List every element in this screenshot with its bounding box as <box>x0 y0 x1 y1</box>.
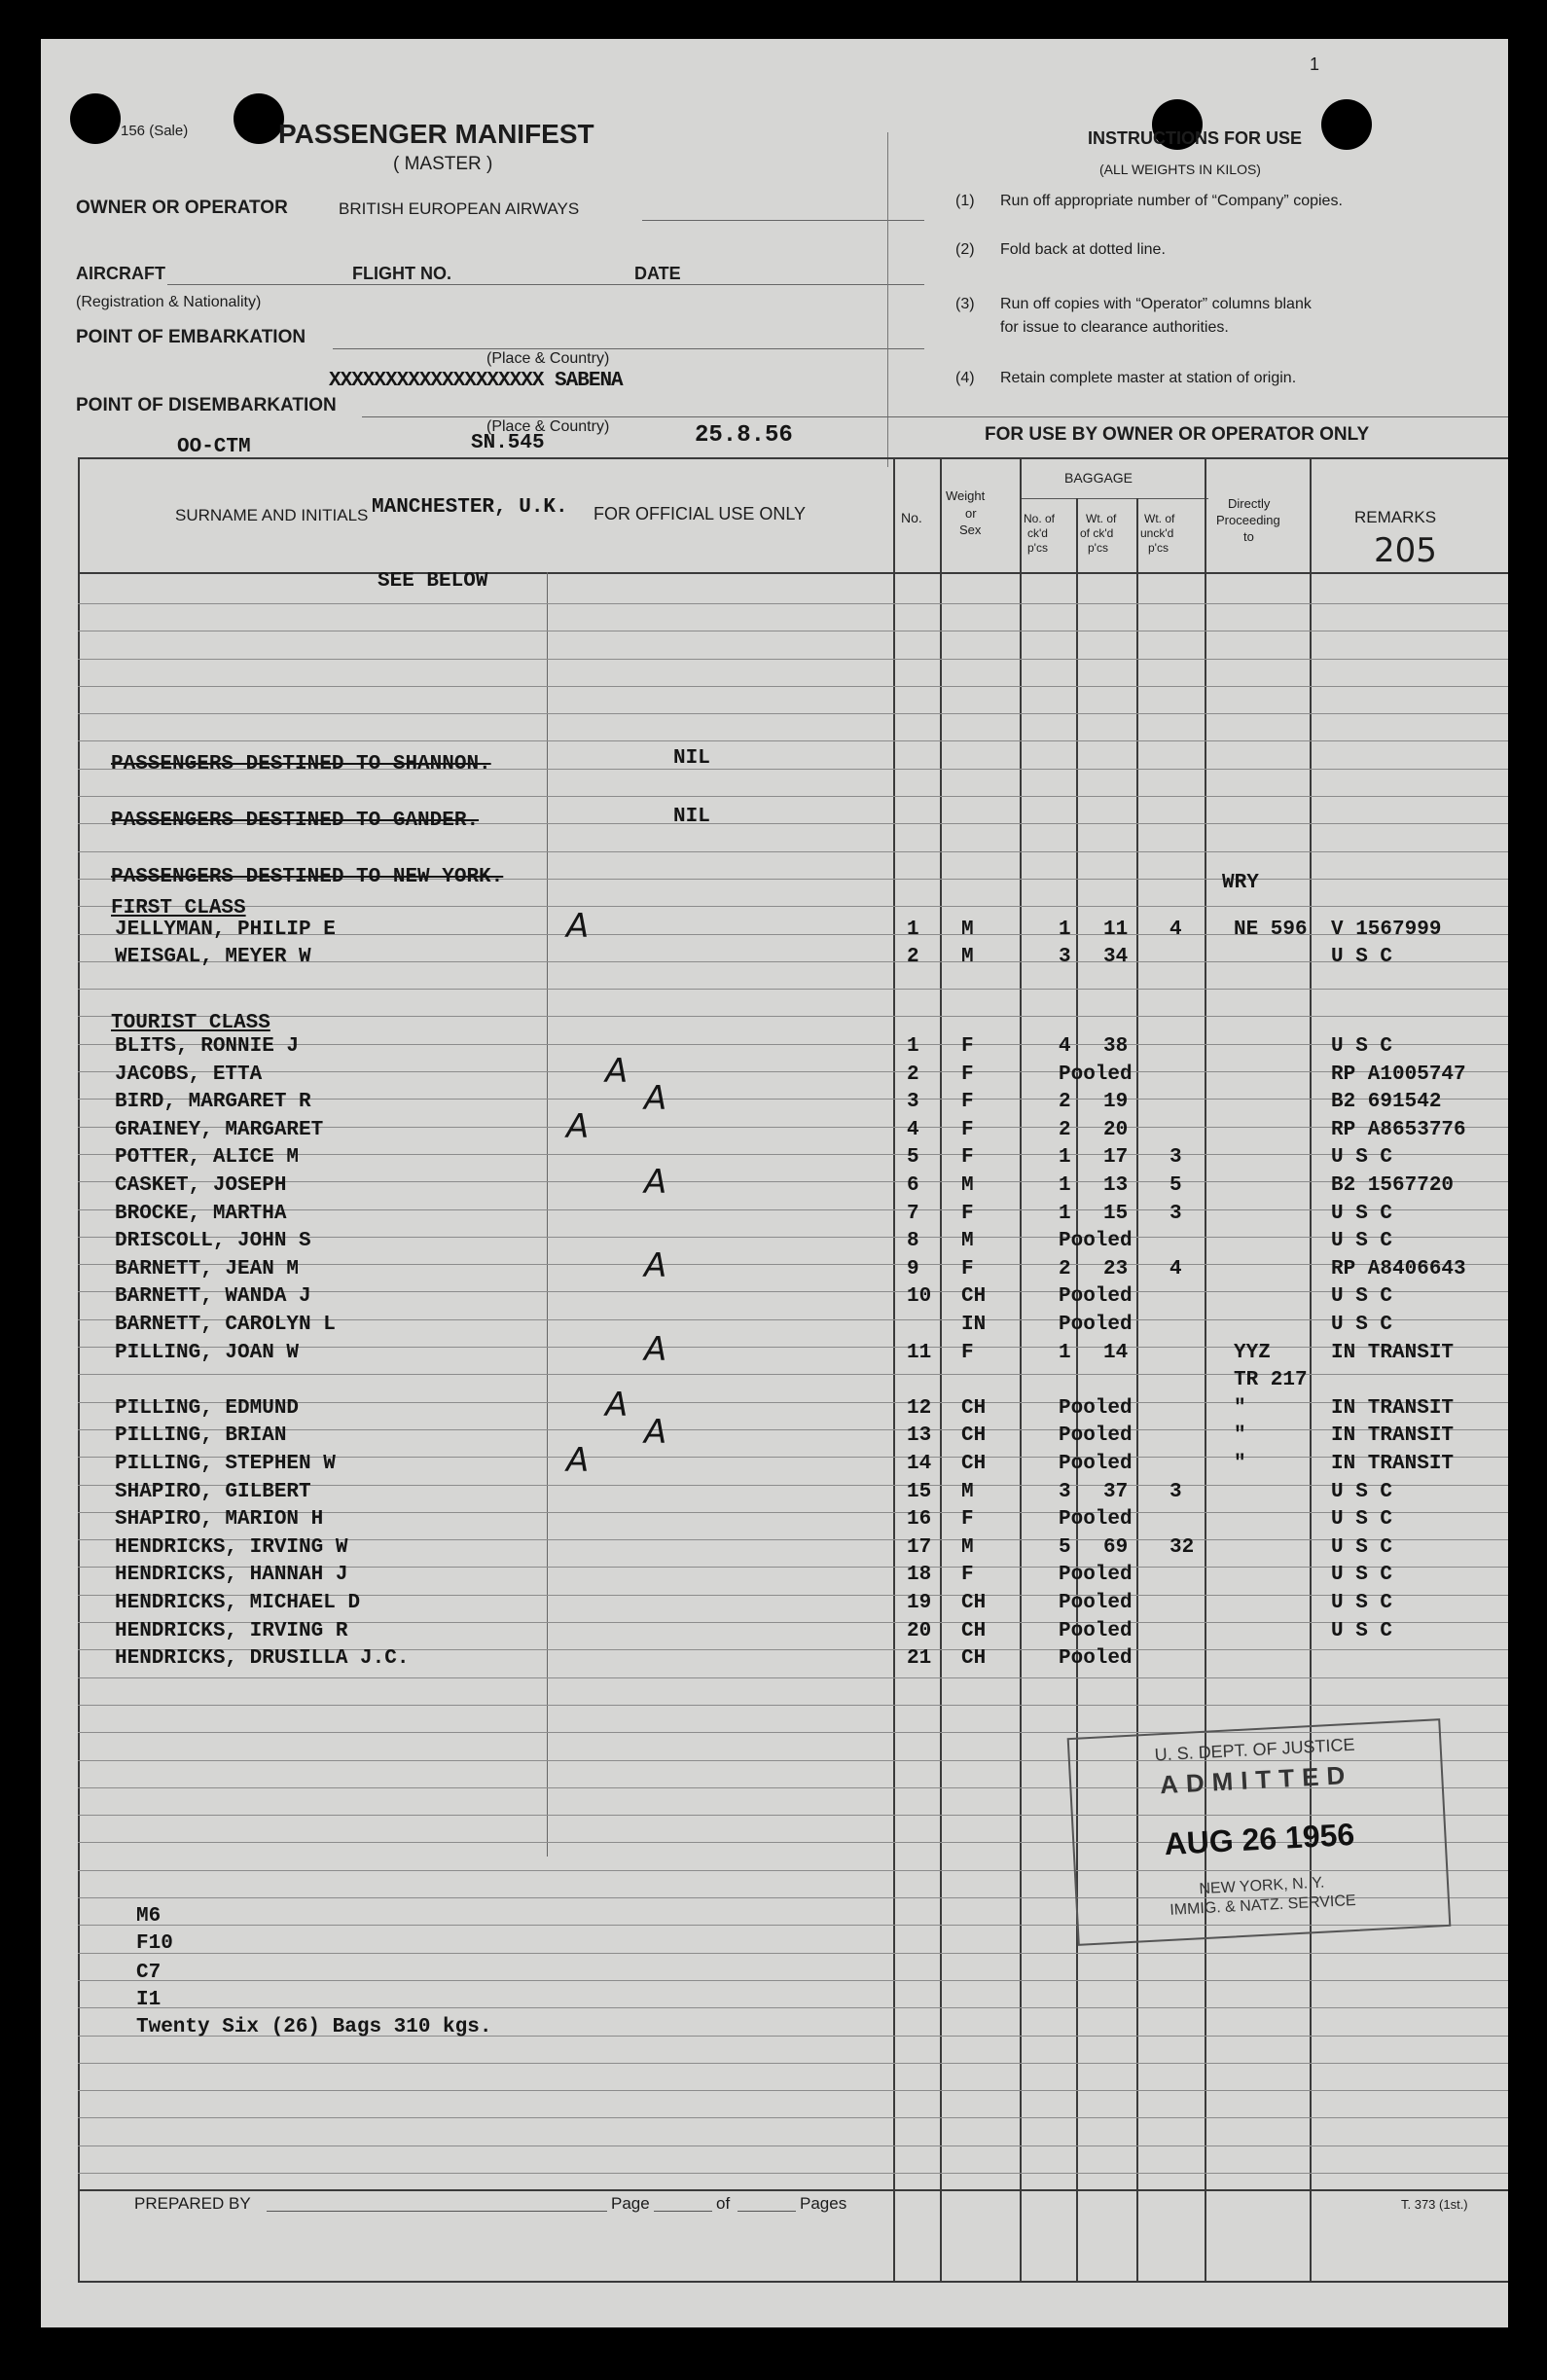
summary-infants: I1 <box>136 1989 162 2011</box>
passenger-number: 15 <box>907 1480 932 1503</box>
handwritten-mark: A <box>566 907 590 946</box>
passenger-name: BARNETT, JEAN M <box>115 1257 300 1280</box>
ruled-line <box>78 1181 1508 1182</box>
baggage-pieces: 3 <box>1059 1480 1071 1503</box>
passenger-number: 2 <box>907 1063 919 1086</box>
passenger-number: 13 <box>907 1424 932 1448</box>
remarks-value: V 1567999 <box>1331 919 1442 941</box>
pages-label: Pages <box>800 2194 847 2213</box>
passenger-name: HENDRICKS, HANNAH J <box>115 1564 348 1587</box>
col-no: No. <box>901 510 922 525</box>
instructions-subtitle: (ALL WEIGHTS IN KILOS) <box>1099 162 1261 177</box>
passenger-name: WEISGAL, MEYER W <box>115 946 311 968</box>
passenger-number: 9 <box>907 1257 919 1280</box>
stamp-service: IMMIG. & NATZ. SERVICE <box>1169 1892 1356 1919</box>
passenger-number: 4 <box>907 1118 919 1141</box>
passenger-number: 1 <box>907 919 919 941</box>
ruled-line <box>78 851 1508 852</box>
wry-code: WRY <box>1222 872 1259 894</box>
shannon-heading: PASSENGERS DESTINED TO SHANNON. <box>111 753 491 775</box>
ruled-line <box>78 2063 1508 2064</box>
owner-label: OWNER OR OPERATOR <box>76 198 288 218</box>
ruled-line <box>78 740 1508 741</box>
passenger-name: CASKET, JOSEPH <box>115 1174 287 1197</box>
instruction-text: Run off appropriate number of “Company” copies. <box>1000 193 1343 209</box>
passenger-name: PILLING, BRIAN <box>115 1424 287 1448</box>
passenger-name: GRAINEY, MARGARET <box>115 1118 324 1141</box>
passenger-sex: F <box>961 1091 974 1114</box>
passenger-sex: F <box>961 1257 974 1280</box>
handwritten-mark: A <box>644 1079 667 1119</box>
baggage-pieces: 1 <box>1059 1341 1071 1364</box>
col-rule <box>1205 457 1206 2283</box>
col-remarks: REMARKS <box>1354 508 1437 526</box>
stamp-date: AUG 26 1956 <box>1163 1816 1356 1862</box>
baggage-pieces: Pooled <box>1059 1230 1133 1253</box>
remarks-value: IN TRANSIT <box>1331 1453 1455 1475</box>
baggage-pieces: Pooled <box>1059 1285 1133 1309</box>
unchecked-weight: 32 <box>1169 1535 1195 1559</box>
col-bag3: Wt. of <box>1144 512 1175 525</box>
baggage-pieces: Pooled <box>1059 1453 1133 1475</box>
aircraft-value: OO-CTM <box>177 436 251 458</box>
unchecked-weight: 3 <box>1169 1202 1182 1225</box>
form-number: 156 (Sale) <box>121 123 189 139</box>
baggage-weight: 34 <box>1103 946 1129 968</box>
proceeding-to: " <box>1234 1453 1246 1475</box>
passenger-name: DRISCOLL, JOHN S <box>115 1230 311 1253</box>
footer-rule <box>78 2189 1508 2191</box>
handwritten-mark: A <box>605 1051 629 1091</box>
remarks-value: U S C <box>1331 1535 1393 1559</box>
passenger-sex: M <box>961 946 974 968</box>
shannon-nil: NIL <box>673 747 710 770</box>
ruled-line <box>78 796 1508 797</box>
of-label: of <box>716 2194 731 2213</box>
baggage-pieces: Pooled <box>1059 1063 1133 1086</box>
ruled-line <box>78 1705 1508 1706</box>
remarks-value: U S C <box>1331 1314 1393 1336</box>
baggage-pieces: Pooled <box>1059 1424 1133 1448</box>
passenger-number: 7 <box>907 1202 919 1225</box>
passenger-name: BARNETT, WANDA J <box>115 1285 311 1309</box>
punch-hole <box>1321 99 1372 150</box>
passenger-name: HENDRICKS, MICHAEL D <box>115 1592 361 1614</box>
instruction-text: for issue to clearance authorities. <box>1000 319 1229 336</box>
passenger-number: 10 <box>907 1285 932 1309</box>
remarks-value: U S C <box>1331 1619 1393 1642</box>
ruled-line <box>78 1953 1508 1954</box>
instruction-num: (3) <box>955 296 975 312</box>
col-bag2: of ck'd <box>1080 526 1114 540</box>
proceeding-to: " <box>1234 1424 1246 1448</box>
remarks-value: U S C <box>1331 1508 1393 1532</box>
baggage-weight: 15 <box>1103 1202 1129 1225</box>
remarks-page-number: 205 <box>1374 531 1437 570</box>
remarks-value: IN TRANSIT <box>1331 1424 1455 1448</box>
flight-label: FLIGHT NO. <box>352 264 451 283</box>
passenger-name: SHAPIRO, MARION H <box>115 1508 324 1532</box>
ruled-line <box>78 1980 1508 1981</box>
passenger-name: JACOBS, ETTA <box>115 1063 263 1086</box>
col-weight: Sex <box>959 523 982 537</box>
passenger-sex: F <box>961 1146 974 1170</box>
col-bag2: Wt. of <box>1086 512 1117 525</box>
passenger-sex: F <box>961 1341 974 1364</box>
summary-females: F10 <box>136 1932 173 1955</box>
passenger-name: PILLING, STEPHEN W <box>115 1453 336 1475</box>
passenger-sex: F <box>961 1564 974 1587</box>
handwritten-mark: A <box>605 1385 629 1424</box>
ruled-line <box>78 1677 1508 1678</box>
handwritten-mark: A <box>644 1329 667 1369</box>
stamp-admitted: ADMITTED <box>1159 1759 1353 1800</box>
passenger-number: 2 <box>907 946 919 968</box>
see-below: SEE BELOW <box>378 570 488 593</box>
remarks-value: U S C <box>1331 1285 1393 1309</box>
embarkation-label: POINT OF EMBARKATION <box>76 327 306 347</box>
col-rule <box>893 457 895 2283</box>
instruction-text: Fold back at dotted line. <box>1000 241 1166 258</box>
instructions-title: INSTRUCTIONS FOR USE <box>1088 128 1303 148</box>
remarks-value: U S C <box>1331 1202 1393 1225</box>
baggage-weight: 13 <box>1103 1174 1129 1197</box>
baggage-weight: 17 <box>1103 1146 1129 1170</box>
disembarkation-label: POINT OF DISEMBARKATION <box>76 395 337 415</box>
manifest-subtitle: ( MASTER ) <box>393 154 493 174</box>
passenger-sex: CH <box>961 1396 987 1420</box>
handwritten-mark: A <box>566 1441 590 1480</box>
baggage-pieces: 2 <box>1059 1118 1071 1141</box>
col-directly: Proceeding <box>1216 513 1280 527</box>
baggage-pieces: Pooled <box>1059 1314 1133 1336</box>
col-directly: to <box>1243 529 1254 544</box>
manifest-sheet <box>41 39 1508 2327</box>
col-rule <box>1020 457 1022 2283</box>
punch-hole <box>70 93 121 144</box>
baggage-pieces: Pooled <box>1059 1647 1133 1671</box>
baggage-weight: 19 <box>1103 1091 1129 1114</box>
col-bag1: ck'd <box>1027 526 1048 540</box>
form-code: T. 373 (1st.) <box>1401 2197 1468 2212</box>
remarks-value: RP A8653776 <box>1331 1118 1466 1141</box>
remarks-value: B2 1567720 <box>1331 1174 1455 1197</box>
passenger-name: HENDRICKS, IRVING R <box>115 1619 348 1642</box>
baggage-weight: 37 <box>1103 1480 1129 1503</box>
owner-rule <box>642 220 924 221</box>
baggage-weight: 11 <box>1103 919 1129 941</box>
col-rule <box>1076 498 1078 2283</box>
baggage-weight: 69 <box>1103 1535 1129 1559</box>
aircraft-label: AIRCRAFT <box>76 264 165 283</box>
remarks-value: B2 691542 <box>1331 1091 1442 1114</box>
baggage-pieces: 1 <box>1059 1202 1071 1225</box>
owner-value: BRITISH EUROPEAN AIRWAYS <box>339 199 580 218</box>
unchecked-weight: 4 <box>1169 919 1182 941</box>
of-rule <box>738 2211 796 2212</box>
passenger-sex: CH <box>961 1619 987 1642</box>
handwritten-mark: A <box>566 1106 590 1146</box>
owner-only-label: FOR USE BY OWNER OR OPERATOR ONLY <box>985 424 1370 445</box>
passenger-sex: CH <box>961 1453 987 1475</box>
remarks-value: U S C <box>1331 946 1393 968</box>
col-bag3: unck'd <box>1140 526 1174 540</box>
col-weight: Weight <box>946 488 986 503</box>
ruled-line <box>78 713 1508 714</box>
date-label: DATE <box>634 264 681 283</box>
remarks-value: U S C <box>1331 1035 1393 1058</box>
col-rule <box>1310 457 1312 2283</box>
disembarkation-rule <box>362 416 924 417</box>
embarkation-rule <box>333 348 924 349</box>
baggage-pieces: 3 <box>1059 946 1071 968</box>
ruled-line <box>78 686 1508 687</box>
page-rule <box>654 2211 712 2212</box>
remarks-value: RP A1005747 <box>1331 1063 1466 1086</box>
col-surname: SURNAME AND INITIALS <box>175 506 369 524</box>
instruction-text: Retain complete master at station of origin. <box>1000 370 1297 386</box>
remarks-value: U S C <box>1331 1230 1393 1253</box>
proceeding-to: NE 596 <box>1234 919 1308 941</box>
baggage-weight: 38 <box>1103 1035 1129 1058</box>
proceeding-to: TR 217 <box>1234 1369 1308 1392</box>
passenger-number: 21 <box>907 1647 932 1671</box>
passenger-sex: F <box>961 1063 974 1086</box>
passenger-name: BROCKE, MARTHA <box>115 1202 287 1225</box>
passenger-number: 18 <box>907 1564 932 1587</box>
passenger-number: 3 <box>907 1091 919 1114</box>
summary-bags: Twenty Six (26) Bags 310 kgs. <box>136 2016 492 2038</box>
instruction-text: Run off copies with “Operator” columns blank <box>1000 296 1312 312</box>
ruled-line <box>78 1429 1508 1430</box>
ruled-line <box>78 906 1508 907</box>
passenger-sex: M <box>961 919 974 941</box>
passenger-number: 11 <box>907 1341 932 1364</box>
date-value: 25.8.56 <box>695 422 793 449</box>
instructions-rule <box>887 416 1508 417</box>
passenger-name: BLITS, RONNIE J <box>115 1035 300 1058</box>
baggage-weight: 23 <box>1103 1257 1129 1280</box>
embark-place-note: (Place & Country) <box>486 350 610 367</box>
baggage-pieces: 2 <box>1059 1257 1071 1280</box>
ruled-line <box>78 2090 1508 2091</box>
passenger-number: 14 <box>907 1453 932 1475</box>
registration-note: (Registration & Nationality) <box>76 294 262 310</box>
embarkation-value: XXXXXXXXXXXXXXXXXXX SABENA <box>329 370 623 392</box>
newyork-heading: PASSENGERS DESTINED TO NEW YORK. <box>111 866 504 888</box>
passenger-sex: CH <box>961 1592 987 1614</box>
remarks-value: U S C <box>1331 1146 1393 1170</box>
manifest-title: PASSENGER MANIFEST <box>278 119 594 149</box>
col-rule <box>547 572 548 1857</box>
passenger-name: HENDRICKS, DRUSILLA J.C. <box>115 1647 410 1671</box>
remarks-value: IN TRANSIT <box>1331 1396 1455 1420</box>
flight-value: SN.545 <box>471 432 545 454</box>
summary-males: M6 <box>136 1905 162 1928</box>
summary-children: C7 <box>136 1962 162 1984</box>
stamp-city: NEW YORK, N. Y. <box>1199 1874 1325 1898</box>
remarks-value: RP A8406643 <box>1331 1257 1466 1280</box>
passenger-sex: F <box>961 1202 974 1225</box>
unchecked-weight: 3 <box>1169 1146 1182 1170</box>
passenger-sex: M <box>961 1230 974 1253</box>
ruled-line <box>78 2117 1508 2118</box>
passenger-number: 19 <box>907 1592 932 1614</box>
col-official: FOR OFFICIAL USE ONLY <box>594 504 807 523</box>
passenger-sex: F <box>961 1508 974 1532</box>
baggage-pieces: Pooled <box>1059 1396 1133 1420</box>
col-bag3: p'cs <box>1148 541 1169 555</box>
passenger-sex: M <box>961 1174 974 1197</box>
remarks-value: U S C <box>1331 1480 1393 1503</box>
passenger-name: POTTER, ALICE M <box>115 1146 300 1170</box>
ruled-line <box>78 2173 1508 2174</box>
baggage-pieces: 5 <box>1059 1535 1071 1559</box>
instruction-num: (2) <box>955 241 975 258</box>
col-bag1: p'cs <box>1027 541 1048 555</box>
disembarkation-value: MANCHESTER, U.K. <box>372 496 568 519</box>
proceeding-to: YYZ <box>1234 1341 1271 1364</box>
passenger-number: 5 <box>907 1146 919 1170</box>
handwritten-mark: A <box>644 1245 667 1285</box>
unchecked-weight: 5 <box>1169 1174 1182 1197</box>
passenger-sex: F <box>961 1118 974 1141</box>
disembark-place-note: (Place & Country) <box>486 418 610 435</box>
col-weight: or <box>965 506 977 521</box>
col-rule <box>1136 498 1138 2283</box>
col-bag1: No. of <box>1024 512 1056 525</box>
passenger-number: 12 <box>907 1396 932 1420</box>
prepared-by-label: PREPARED BY <box>134 2194 251 2213</box>
passenger-name: BIRD, MARGARET R <box>115 1091 311 1114</box>
punch-hole <box>234 93 284 144</box>
baggage-pieces: 1 <box>1059 1146 1071 1170</box>
immigration-stamp <box>1067 1718 1452 1946</box>
passenger-number: 8 <box>907 1230 919 1253</box>
baggage-pieces: 4 <box>1059 1035 1071 1058</box>
passenger-name: HENDRICKS, IRVING W <box>115 1535 348 1559</box>
baggage-pieces: 1 <box>1059 1174 1071 1197</box>
passenger-number: 1 <box>907 1035 919 1058</box>
aircraft-rule <box>167 284 924 285</box>
passenger-number: 16 <box>907 1508 932 1532</box>
passenger-sex: M <box>961 1535 974 1559</box>
passenger-name: JELLYMAN, PHILIP E <box>115 919 336 941</box>
baggage-pieces: Pooled <box>1059 1619 1133 1642</box>
baggage-weight: 14 <box>1103 1341 1129 1364</box>
passenger-number: 6 <box>907 1174 919 1197</box>
corner-mark: 1 <box>1310 54 1320 74</box>
passenger-sex: IN <box>961 1314 987 1336</box>
gander-nil: NIL <box>673 806 710 828</box>
handwritten-mark: A <box>644 1163 667 1202</box>
passenger-number: 17 <box>907 1535 932 1559</box>
passenger-name: PILLING, EDMUND <box>115 1396 300 1420</box>
baggage-pieces: 2 <box>1059 1091 1071 1114</box>
gander-heading: PASSENGERS DESTINED TO GANDER. <box>111 810 480 832</box>
unchecked-weight: 4 <box>1169 1257 1182 1280</box>
col-bag2: p'cs <box>1088 541 1108 555</box>
passenger-sex: CH <box>961 1424 987 1448</box>
ruled-line <box>78 659 1508 660</box>
passenger-sex: F <box>961 1035 974 1058</box>
instruction-num: (1) <box>955 193 975 209</box>
baggage-pieces: Pooled <box>1059 1508 1133 1532</box>
page-label: Page <box>611 2194 650 2213</box>
remarks-value: U S C <box>1331 1592 1393 1614</box>
ruled-line <box>78 1071 1508 1072</box>
ruled-line <box>78 989 1508 990</box>
passenger-name: PILLING, JOAN W <box>115 1341 300 1364</box>
baggage-weight: 20 <box>1103 1118 1129 1141</box>
proceeding-to: " <box>1234 1396 1246 1420</box>
passenger-sex: CH <box>961 1647 987 1671</box>
ruled-line <box>78 1209 1508 1210</box>
handwritten-mark: A <box>644 1413 667 1453</box>
baggage-rule <box>1020 498 1208 499</box>
first-class-heading: FIRST CLASS <box>111 897 246 920</box>
ruled-line <box>78 603 1508 604</box>
prepared-rule <box>267 2211 607 2212</box>
baggage-pieces: Pooled <box>1059 1564 1133 1587</box>
col-rule <box>940 457 942 2283</box>
baggage-pieces: Pooled <box>1059 1592 1133 1614</box>
remarks-value: IN TRANSIT <box>1331 1341 1455 1364</box>
instruction-num: (4) <box>955 370 975 386</box>
ruled-line <box>78 2007 1508 2008</box>
passenger-sex: M <box>961 1480 974 1503</box>
unchecked-weight: 3 <box>1169 1480 1182 1503</box>
passenger-number: 20 <box>907 1619 932 1642</box>
remarks-value: U S C <box>1331 1564 1393 1587</box>
col-baggage: BAGGAGE <box>1064 470 1133 486</box>
passenger-name: SHAPIRO, GILBERT <box>115 1480 311 1503</box>
header-bottom-rule <box>78 572 1508 574</box>
ruled-line <box>78 1016 1508 1017</box>
stamp-dept: U. S. DEPT. OF JUSTICE <box>1154 1734 1355 1765</box>
baggage-pieces: 1 <box>1059 919 1071 941</box>
col-directly: Directly <box>1228 496 1271 511</box>
tourist-class-heading: TOURIST CLASS <box>111 1012 270 1034</box>
passenger-name: BARNETT, CAROLYN L <box>115 1314 336 1336</box>
passenger-sex: CH <box>961 1285 987 1309</box>
